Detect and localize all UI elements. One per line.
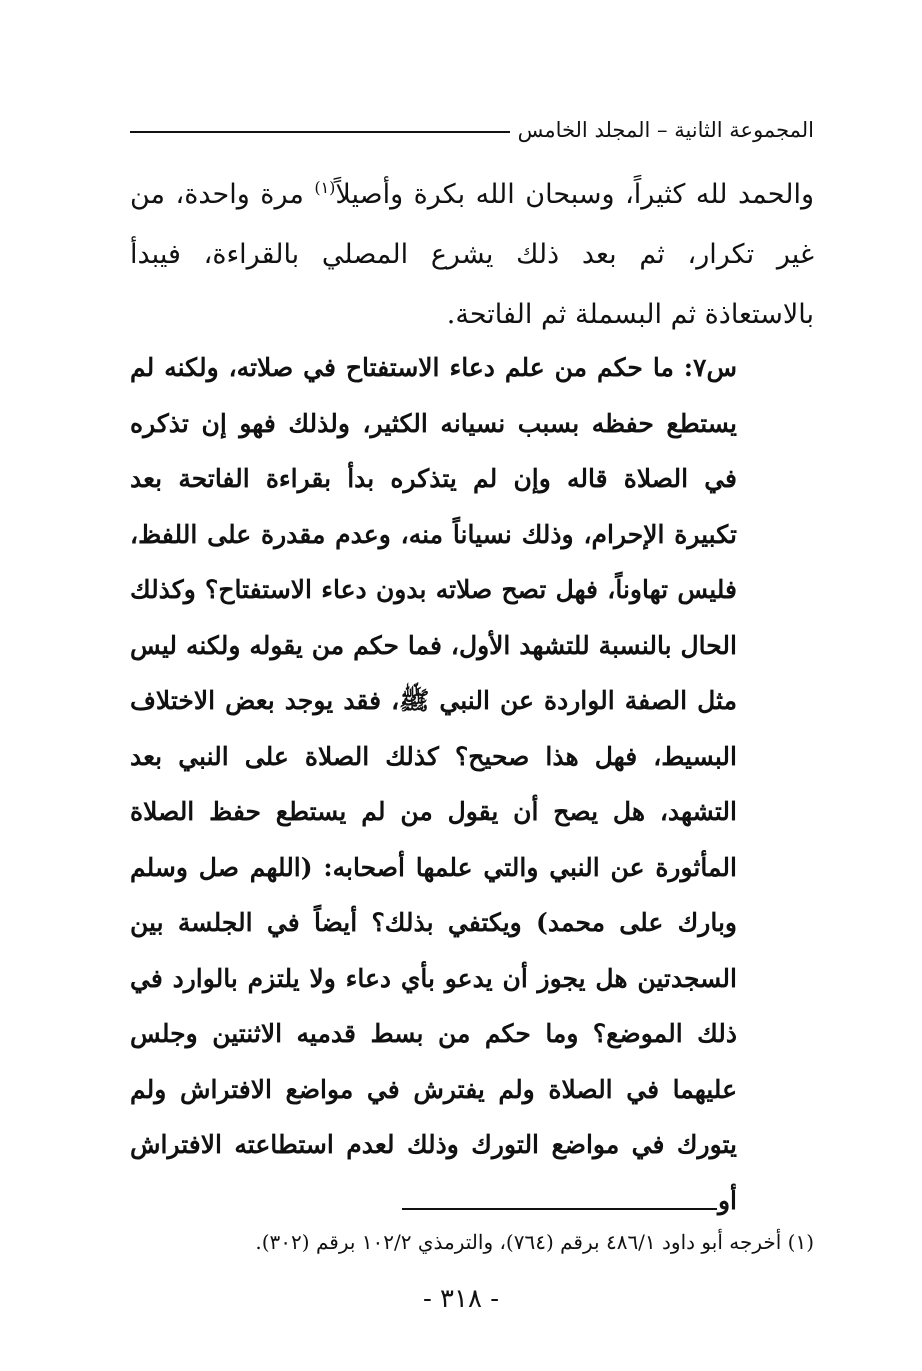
footnote-reference[interactable]: (١) bbox=[314, 178, 336, 197]
intro-text-before-ref: والحمد لله كثيراً، وسبحان الله بكرة وأصيلاً bbox=[335, 179, 814, 210]
footnote: (١) أخرجه أبو داود ٤٨٦/١ برقم (٧٦٤)، والترمذي ١٠٢/٢ برقم (٣٠٢). bbox=[255, 1230, 814, 1254]
question-label: س٧: bbox=[683, 353, 737, 382]
page-number: - ٣١٨ - bbox=[422, 1284, 500, 1314]
running-title: المجموعة الثانية – المجلد الخامس bbox=[517, 118, 814, 142]
running-header bbox=[130, 113, 814, 147]
intro-text-after-ref: مرة واحدة، من غير تكرار، ثم بعد ذلك يشرع المصلي بالقراءة، فيبدأ بالاستعاذة ثم البسملة ثم الفاتحة. bbox=[130, 179, 814, 330]
header-rule bbox=[130, 131, 510, 133]
question-text: ما حكم من علم دعاء الاستفتاح في صلاته، ولكنه لم يستطع حفظه بسبب نسيانه الكثير، ولذلك فهو إن تذكره في الصلاة قاله وإن لم يتذكره بدأ بقراءة الفاتحة بعد تكبيرة الإحرام، وذلك نسياناً منه، وعدم مقدرة على اللفظ، فليس تهاوناً، فهل تصح صلاته بدون دعاء الاستفتاح؟ وكذلك الحال بالنسبة للتشهد الأول، فما حكم من يقوله ولكنه ليس مثل الصفة الواردة عن النبي ﷺ، فقد يوجد بعض الاختلاف البسيط، فهل هذا صحيح؟ كذلك الصلاة على النبي بعد التشهد، هل يصح أن يقول من لم يستطع حفظ الصلاة المأثورة عن النبي والتي علمها أصحابه: (اللهم صل وسلم وبارك على محمد) ويكتفي بذلك؟ أيضاً في الجلسة بين السجدتين هل يجوز أن يدعو بأي دعاء ولا يلتزم بالوارد في ذلك الموضع؟ وما حكم من بسط قدميه الاثنتين وجلس عليهما في الصلاة ولم يفترش في مواضع الافتراش ولم يتورك في مواضع التورك وذلك لعدم استطاعته الافتراش أو bbox=[130, 353, 737, 1215]
intro-paragraph bbox=[130, 158, 814, 345]
question-paragraph bbox=[130, 340, 737, 1228]
footnote-separator bbox=[402, 1208, 717, 1210]
